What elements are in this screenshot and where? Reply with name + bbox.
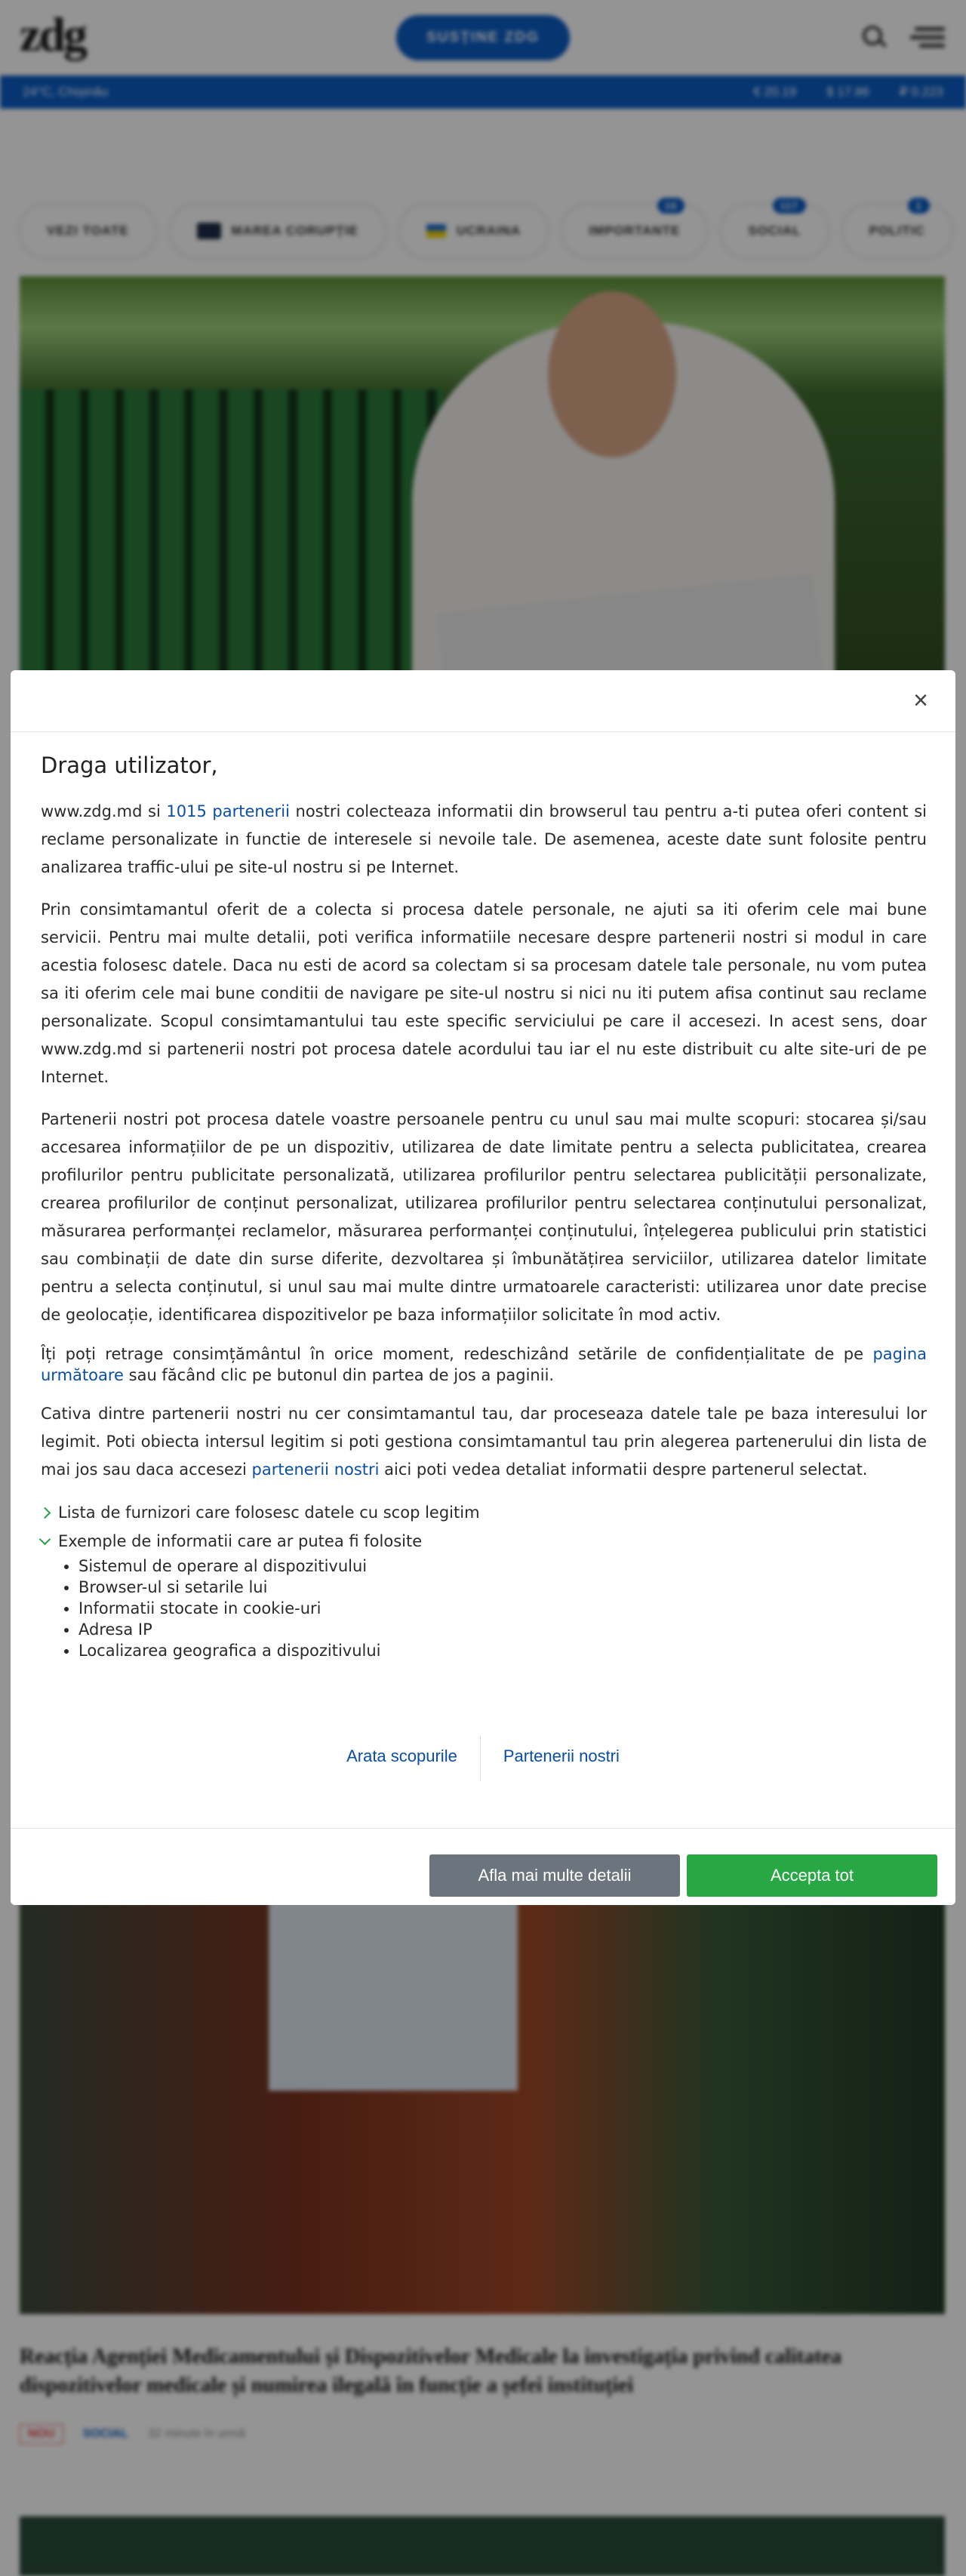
count-badge: 16	[657, 198, 685, 214]
dialog-heading: Draga utilizator,	[41, 752, 218, 778]
new-badge: NOU	[20, 2424, 63, 2444]
consent-dialog	[11, 670, 955, 1905]
partners-count-link[interactable]: 1015 partenerii	[166, 802, 290, 820]
weather-text: 24°C, Chișinău	[23, 85, 109, 99]
examples-list	[78, 1556, 927, 1661]
dialog-links	[11, 1736, 955, 1781]
consent-paragraph: Îți poți retrage consimțământul în orice moment, redeschizând setările de confidențialitate de pe pagina următoare sau făcând clic pe butonul din partea de jos a paginii.	[41, 1345, 927, 1384]
close-icon[interactable]: ×	[913, 686, 928, 715]
more-details-button[interactable]: Afla mai multe detalii	[429, 1854, 680, 1897]
rate-eur: € 20.19	[753, 85, 797, 99]
consent-paragraph: Cativa dintre partenerii nostri nu cer consimtamantul tau, dar proceseaza datele tale pe baza interesului lor legimit. Poti obiecta intersul legitim si poti gestiona consimtamantul tau prin alegerea partenerului din lista de mai jos sau daca accesezi partenerii nostri aici poti vedea detaliat informatii despre partenerul selectat.	[41, 1405, 927, 1479]
rate-usd: $ 17.86	[826, 85, 869, 99]
list-item: • Informatii stocate in cookie-uri	[78, 1598, 927, 1619]
consent-paragraph: Partenerii nostri pot procesa datele voastre persoanele pentru cu unul sau mai multe scopuri: stocarea și/sau accesarea informațiilor de pe un dispozitiv, utilizarea de date limitate pentru a selecta publicitatea, crearea profilurilor pentru publicitate personalizată, utilizarea profilurilor pentru selectarea publicității personalizate, crearea profilurilor de conținut personalizat, utilizarea profilurilor pentru selectarea conținutului personalizat, măsurarea performanței reclamelor, măsurarea performanței conținutului, înțelegerea publicului prin statistici sau combinații de date din surse diferite, dezvoltarea și îmbunătățirea serviciilor, utilizarea datelor limitate pentru a selecta conținutul, si unul sau mai multe dintre urmatoarele caracteristi: utilizarea unor date precise de geolocație, identificarea dispozitivelor pe baza informațiilor solicitate în mod activ.	[41, 1110, 927, 1324]
accept-all-button[interactable]: Accepta tot	[687, 1854, 937, 1897]
count-badge: 1	[908, 198, 929, 214]
chevron-down-icon	[39, 1533, 51, 1545]
list-item: • Adresa IP	[78, 1619, 927, 1640]
consent-paragraph: Prin consimtamantul oferit de a colecta si procesa datele personale, ne ajuti sa iti oferim cele mai bune servicii. Pentru mai multe detalii, poti verifica informatiile necesare despre partenerii nostri si modul in care acestia folosesc datele. Daca nu esti de acord sa colectam si sa procesam datele tale personale, nu vom putea sa iti oferim cele mai bune conditii de navigare pe site-ul nostru si nici nu iti putem afisa continut sau reclame personalizate. Scopul consimtamantului tau este specific serviciului pe care il accesezi. In acest sens, doar www.zdg.md si partenerii nostri pot procesa datele acordului tau iar el nu este distribuit cu alte site-uri de pe Internet.	[41, 900, 927, 1086]
site-logo[interactable]: zdg	[20, 8, 85, 61]
list-item: • Browser-ul si setarile lui	[78, 1577, 927, 1598]
category-marea-coruptie[interactable]: MAREA CORUPȚIE	[171, 205, 384, 257]
list-item: • Sistemul de operare al dispozitivului	[78, 1556, 927, 1577]
category-social[interactable]: SOCIAL 117	[722, 205, 826, 257]
list-item: • Localizarea geografica a dispozitivului	[78, 1640, 927, 1661]
count-badge: 117	[773, 198, 806, 214]
next-page-link[interactable]: pagina următoare	[41, 1345, 927, 1384]
partners-link[interactable]: Partenerii nostri	[503, 1747, 620, 1765]
our-partners-link[interactable]: partenerii nostri	[251, 1460, 380, 1479]
examples-toggle[interactable]: Exemple de informatii care ar putea fi folosite	[41, 1527, 927, 1556]
consent-paragraph: www.zdg.md si 1015 partenerii nostri colecteaza informatii din browserul tau pentru a-ti putea oferi content si reclame personalizate in functie de interesele si nevoile tale. De asemenea, aceste date sunt folosite pentru analizarea traffic-ului pe site-ul nostru si pe Internet.	[41, 802, 927, 876]
category-politic[interactable]: POLITIC 1	[844, 205, 951, 257]
category-importante[interactable]: IMPORTANTE 16	[563, 205, 706, 257]
support-button[interactable]: SUSȚINE ZDG	[396, 15, 570, 60]
article-time: 32 minute în urmă	[148, 2427, 245, 2440]
show-purposes-link[interactable]: Arata scopurile	[346, 1747, 457, 1765]
dialog-header	[11, 670, 955, 732]
rate-rub: ₽ 0.223	[899, 85, 943, 99]
category-all[interactable]: VEZI TOATE	[21, 205, 155, 257]
chevron-right-icon	[39, 1507, 51, 1519]
article-title[interactable]: Reacția Agenției Medicamentului și Dispozitivelor Medicale la investigația privind calitatea dispozitivelor medicale și numirea ilegală în funcție a șefei instituției	[20, 2345, 842, 2397]
dialog-footer	[11, 1828, 955, 1905]
vendors-toggle[interactable]: Lista de furnizori care folosesc datele cu scop legitim	[41, 1498, 927, 1527]
category-ucraina[interactable]: UCRAINA	[401, 205, 546, 257]
section-link[interactable]: SOCIAL	[82, 2427, 129, 2440]
dialog-body	[41, 752, 927, 1661]
